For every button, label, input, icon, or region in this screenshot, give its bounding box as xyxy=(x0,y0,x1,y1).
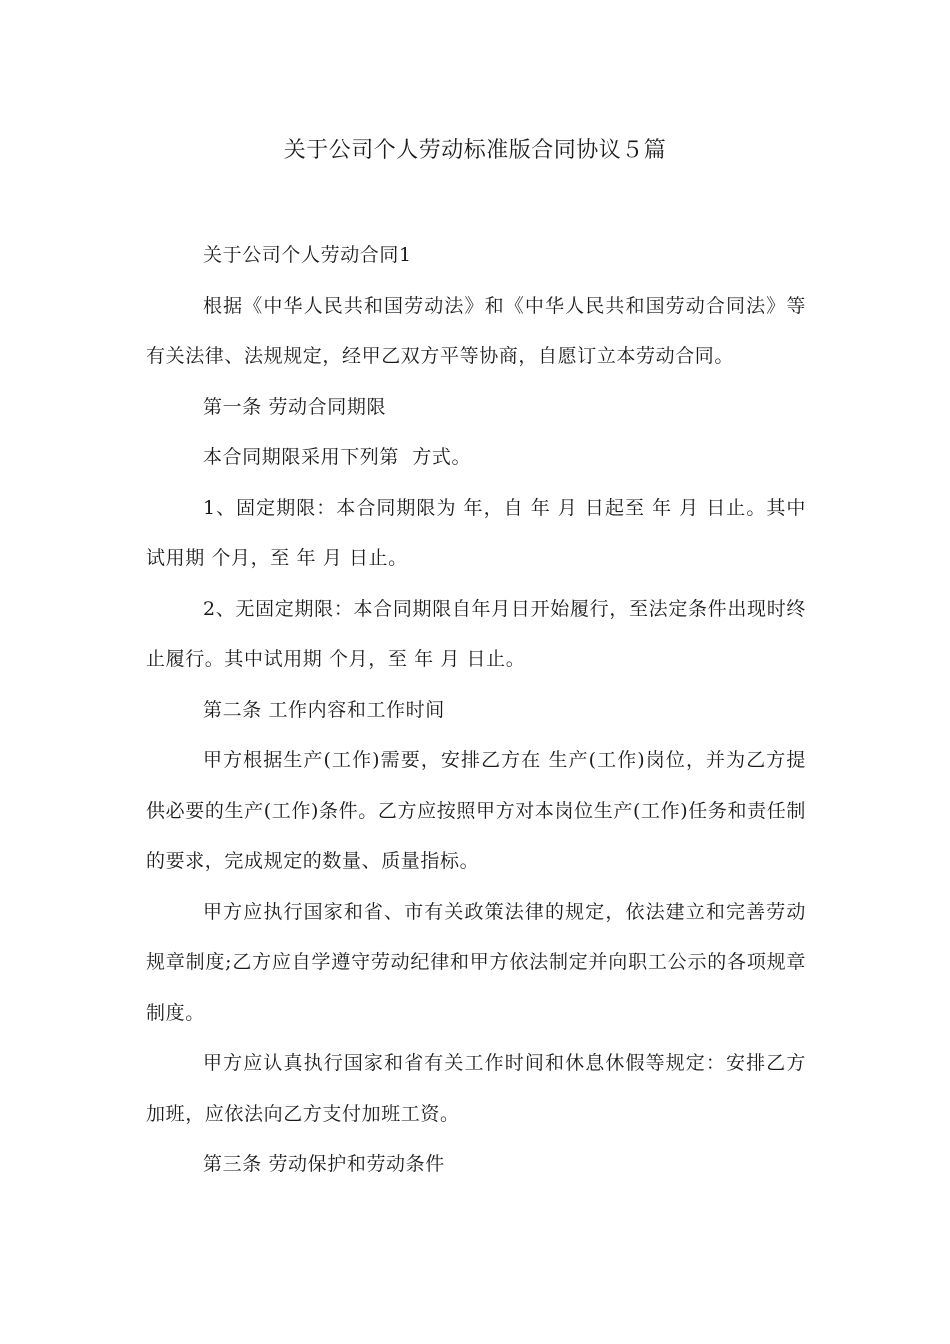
term-method-paragraph: 本合同期限采用下列第 方式。 xyxy=(203,446,472,468)
regulations-paragraph: 甲方应执行国家和省、市有关政策法律的规定，依法建立和完善劳动规章制度;乙方应自学遵守劳动纪律和甲方依法制定并向职工公示的各项规章制度。 xyxy=(146,900,806,1024)
article-2-heading: 第二条 工作内容和工作时间 xyxy=(203,698,445,721)
article-1-heading: 第一条 劳动合同期限 xyxy=(203,395,387,418)
document-body xyxy=(146,230,806,1190)
job-assignment-paragraph: 甲方根据生产(工作)需要，安排乙方在 生产(工作)岗位，并为乙方提供必要的生产(工作)条件。乙方应按照甲方对本岗位生产(工作)任务和责任制的要求，完成规定的数量、质量指标。 xyxy=(146,749,806,872)
contract-heading: 关于公司个人劳动合同1 xyxy=(203,244,412,266)
overtime-paragraph: 甲方应认真执行国家和省有关工作时间和休息休假等规定：安排乙方加班，应依法向乙方支付加班工资。 xyxy=(146,1052,806,1125)
intro-paragraph: 根据《中华人民共和国劳动法》和《中华人民共和国劳动合同法》等有关法律、法规规定，经甲乙双方平等协商，自愿订立本劳动合同。 xyxy=(146,294,806,367)
document-title: 关于公司个人劳动标准版合同协议５篇 xyxy=(283,138,667,163)
article-3-heading: 第三条 劳动保护和劳动条件 xyxy=(203,1153,445,1175)
fixed-term-paragraph: 1、固定期限：本合同期限为 年，自 年 月 日起至 年 月 日止。其中试用期 个月，至 年 月 日止。 xyxy=(146,496,806,569)
open-term-paragraph: 2、无固定期限：本合同期限自年月日开始履行，至法定条件出现时终止履行。其中试用期 个月，至 年 月 日止。 xyxy=(146,597,806,670)
